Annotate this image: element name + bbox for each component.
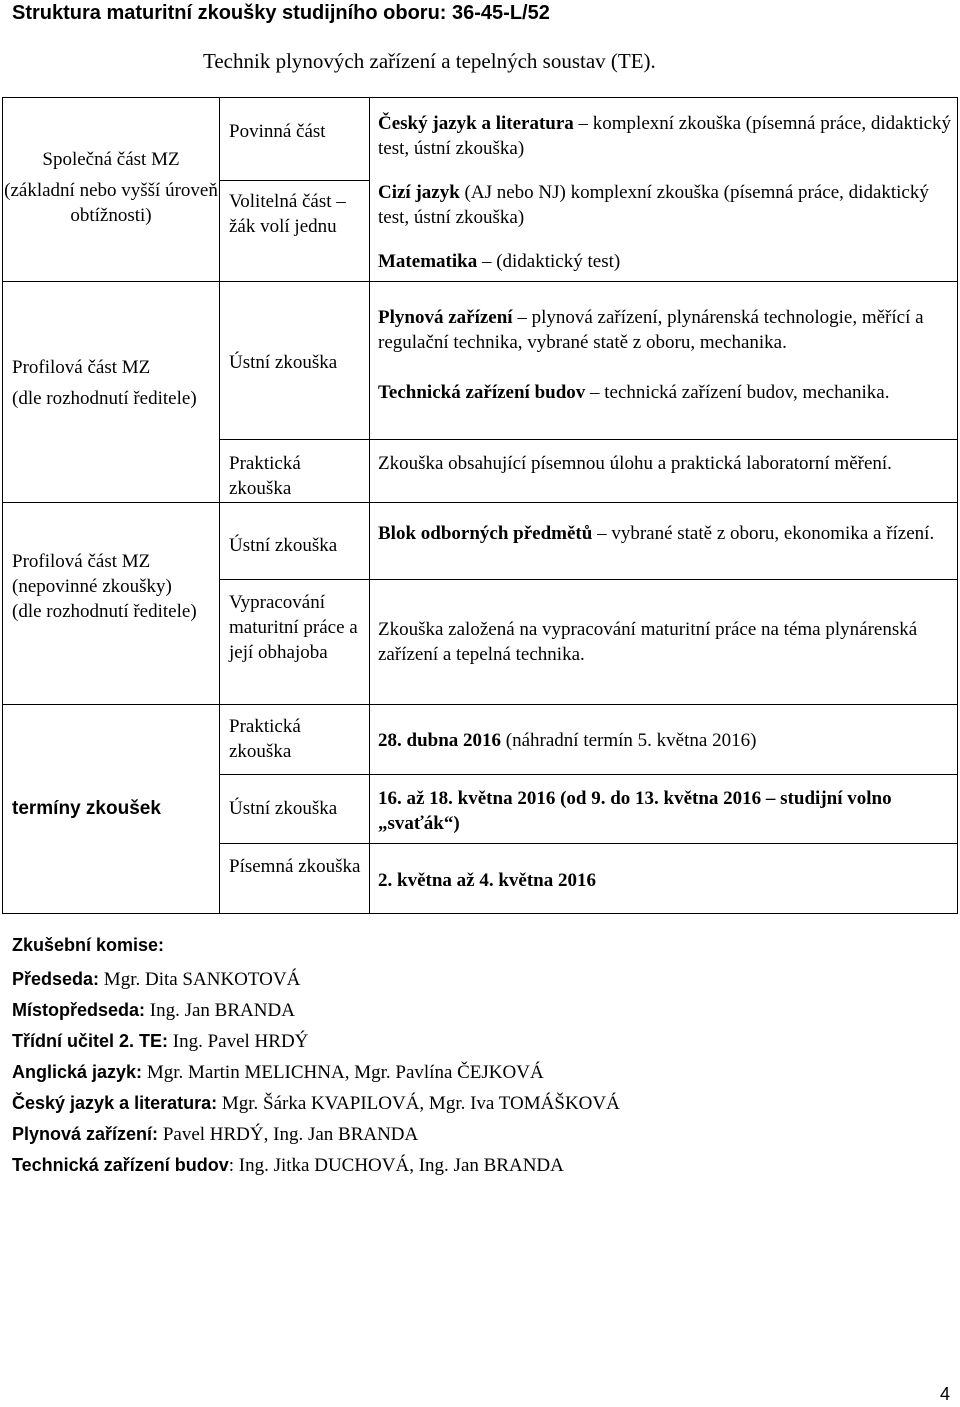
optional-profile-cell [12,549,217,624]
practical-exam-desc: Zkouška obsahující písemnou úlohu a praktická laboratorní měření. [378,453,892,474]
optional-part: Volitelná část – žák volí jednu [229,191,346,237]
practical-exam-date [378,728,953,753]
practical-date-main: 28. dubna 2016 [378,730,502,751]
commission-members: Pavel HRDÝ, Ing. Jan BRANDA [158,1124,419,1145]
commission-role: Anglická jazyk: [12,1062,143,1082]
commission-row [12,1150,620,1181]
commission-role: Místopředseda: [12,1000,146,1020]
exam-dates-label: termíny zkoušek [12,798,161,819]
commission-role: Plynová zařízení: [12,1124,159,1144]
commission-row [12,995,620,1026]
commission-role: Třídní učitel 2. TE: [12,1031,169,1051]
written-exam-date: 2. května až 4. května 2016 [378,870,596,891]
commission-members: Mgr. Šárka KVAPILOVÁ, Mgr. Iva TOMÁŠKOVÁ [217,1093,620,1114]
specialized-block-title: Blok odborných předmětů [378,523,593,544]
commission-members: Mgr. Dita SANKOTOVÁ [99,969,301,990]
commission-role: Předseda: [12,969,100,989]
commission-row [12,964,620,995]
gas-equipment-detail: – plynová zařízení, plynárenská technologie, měřící a regulační technika, vybrané statě z oboru, mechanika. [378,307,924,353]
dates-written-exam: Písemná zkouška [229,856,361,877]
page-subtitle: Technik plynových zařízení a tepelných soustav (TE). [203,49,656,73]
common-part-note: (základní nebo vyšší úroveň obtížnosti) [4,180,218,226]
specialized-block-detail: – vybrané statě z oboru, ekonomika a řízení. [592,523,935,544]
profile-part-label: Profilová část MZ [12,357,151,378]
page-number: 4 [939,1384,950,1404]
optional-profile-note: (dle rozhodnutí ředitele) [12,601,197,622]
optional-profile-label: Profilová část MZ (nepovinné zkoušky) [12,551,172,597]
building-tech-desc [378,380,953,405]
commission-row [12,1119,620,1150]
math-title: Matematika [378,251,478,272]
foreign-lang-desc [378,180,953,230]
optional-oral-exam: Ústní zkouška [229,535,338,556]
czech-exam-title: Český jazyk a literatura [378,113,574,134]
commission-members: Mgr. Martin MELICHNA, Mgr. Pavlína ČEJKOVÁ [142,1062,544,1083]
practical-date-alt: (náhradní termín 5. května 2016) [501,730,757,751]
profile-part-cell [12,355,212,411]
common-part-label: Společná část MZ [42,149,180,170]
gas-equipment-desc [378,305,953,355]
page-title: Struktura maturitní zkoušky studijního oboru: 36-45-L/52 [12,2,550,24]
thesis-exam: Vypracování maturitní práce a její obhajoba [229,592,358,663]
commission-heading: Zkušební komise: [12,935,165,955]
foreign-lang-title: Cizí jazyk [378,182,460,203]
commission-row [12,1026,620,1057]
building-tech-detail: – technická zařízení budov, mechanika. [585,382,890,403]
czech-exam-detail: – komplexní zkouška (písemná práce, didaktický test, ústní zkouška) [378,113,952,159]
commission-role: Český jazyk a literatura: [12,1093,218,1113]
dates-oral-exam: Ústní zkouška [229,798,338,819]
math-desc [378,249,953,274]
commission-members: : Ing. Jitka DUCHOVÁ, Ing. Jan BRANDA [228,1155,564,1176]
specialized-block-desc [378,521,953,546]
commission-members: Ing. Pavel HRDÝ [168,1031,309,1052]
commission-section [12,932,620,1181]
commission-row [12,1088,620,1119]
gas-equipment-title: Plynová zařízení [378,307,513,328]
common-part-cell [3,147,219,228]
czech-exam-desc [378,111,953,161]
foreign-lang-detail: (AJ nebo NJ) komplexní zkouška (písemná práce, didaktický test, ústní zkouška) [378,182,929,228]
mandatory-part: Povinná část [229,121,326,142]
thesis-desc: Zkouška založená na vypracování maturitní práce na téma plynárenská zařízení a tepelná technika. [378,619,918,665]
profile-oral-exam: Ústní zkouška [229,352,338,373]
dates-practical-exam: Praktická zkouška [229,716,301,762]
commission-members: Ing. Jan BRANDA [145,1000,295,1021]
profile-part-note: (dle rozhodnutí ředitele) [12,388,197,409]
building-tech-title: Technická zařízení budov [378,382,586,403]
commission-row [12,1057,620,1088]
oral-exam-date: 16. až 18. května 2016 (od 9. do 13. května 2016 – studijní volno „svaťák“) [378,788,892,834]
commission-role: Technická zařízení budov [12,1155,229,1175]
profile-practical-exam: Praktická zkouška [229,453,301,499]
math-detail: – (didaktický test) [477,251,621,272]
